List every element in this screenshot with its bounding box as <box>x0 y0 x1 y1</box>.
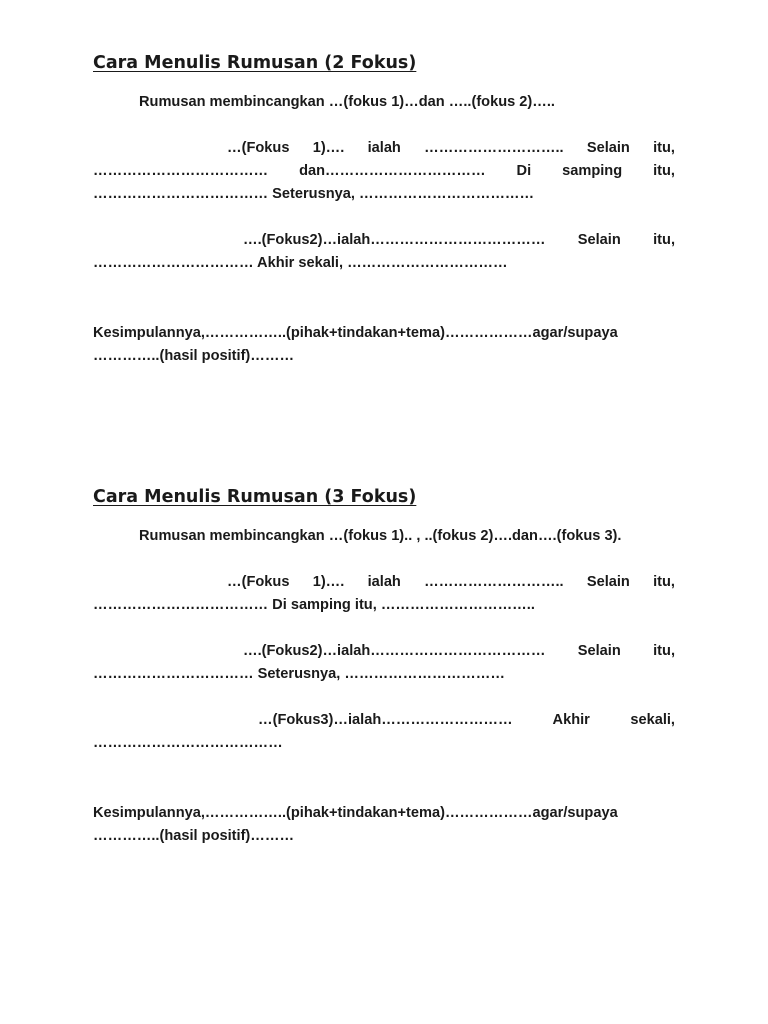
fokus1-paragraph-2-fokus: …(Fokus 1)…. ialah ……………………….. Selain itu, ……………………………… dan…………………………… Di samping itu, ……………………………… Seterusnya, ……………………………… <box>93 140 675 202</box>
heading-2-fokus: Cara Menulis Rumusan (2 Fokus) <box>93 53 417 73</box>
intro-3-fokus: Rumusan membincangkan …(fokus 1).. , ..(fokus 2)….dan….(fokus 3). <box>139 528 622 544</box>
kesimpulan-2-fokus: Kesimpulannya,……………..(pihak+tindakan+tema)………………agar/supaya …………..(hasil positif)……… <box>93 325 618 364</box>
fokus2-paragraph-3-fokus: ….(Fokus2)…ialah……………………………… Selain itu, …………………………… Seterusnya, …………………………… <box>93 643 675 682</box>
fokus1-paragraph-3-fokus: …(Fokus 1)…. ialah ……………………….. Selain itu, ……………………………… Di samping itu, ………………………….. <box>93 574 675 613</box>
fokus3-paragraph-3-fokus: …(Fokus3)…ialah……………………… Akhir sekali, ………………………………… <box>93 712 675 751</box>
kesimpulan-3-fokus: Kesimpulannya,……………..(pihak+tindakan+tema)………………agar/supaya …………..(hasil positif)……… <box>93 805 618 844</box>
intro-2-fokus: Rumusan membincangkan …(fokus 1)…dan …..(fokus 2)….. <box>139 94 555 110</box>
fokus2-paragraph-2-fokus: ….(Fokus2)…ialah……………………………… Selain itu, …………………………… Akhir sekali, …………………………… <box>93 232 675 271</box>
heading-3-fokus: Cara Menulis Rumusan (3 Fokus) <box>93 487 417 507</box>
